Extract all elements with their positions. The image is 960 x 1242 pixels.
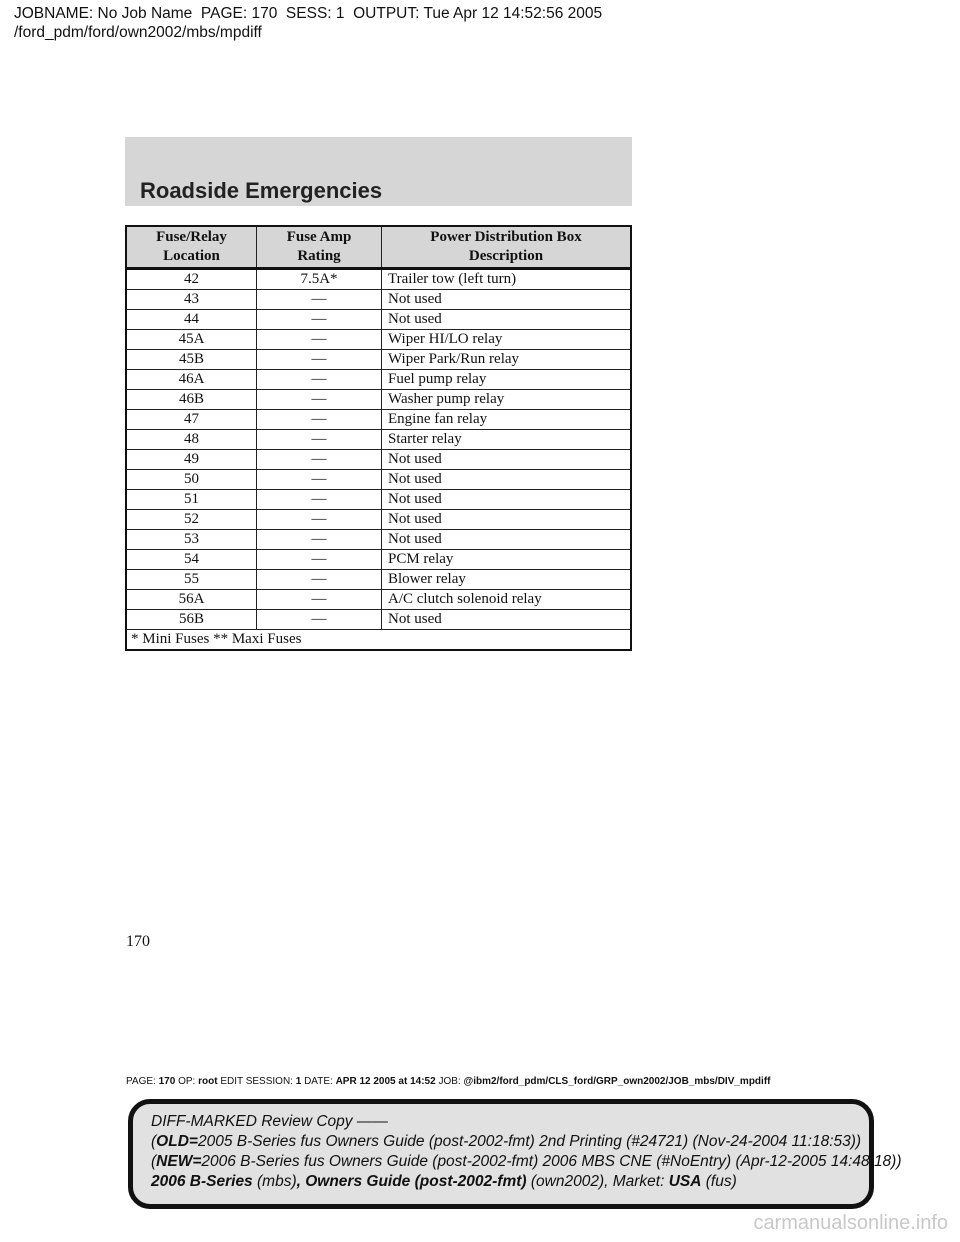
footer-meta: [126, 1076, 770, 1087]
fuse-table-body: [126, 269, 631, 630]
review-old-key: OLD=: [156, 1133, 198, 1150]
header-description: [382, 226, 632, 269]
table-row: [126, 390, 631, 410]
header-location: [126, 226, 257, 269]
fuse-location-cell: 52: [126, 510, 257, 530]
fuse-description-cell: Not used: [382, 610, 632, 630]
fuse-rating-cell: —: [257, 570, 382, 590]
fuse-rating-cell: 7.5A*: [257, 269, 382, 290]
path-line: /ford_pdm/ford/own2002/mbs/mpdiff: [14, 24, 262, 41]
fuse-description-cell: Blower relay: [382, 570, 632, 590]
table-row: [126, 610, 631, 630]
fuse-rating-cell: —: [257, 510, 382, 530]
footer-session-value: 1: [295, 1076, 302, 1087]
fuse-location-cell: 49: [126, 450, 257, 470]
review-market: USA: [668, 1173, 702, 1190]
fuse-rating-cell: —: [257, 430, 382, 450]
review-product: 2006 B-Series: [151, 1173, 253, 1190]
review-guide: , Owners Guide (post-2002-fmt): [296, 1173, 527, 1190]
fuse-rating-cell: —: [257, 410, 382, 430]
table-row: [126, 370, 631, 390]
fuse-rating-cell: —: [257, 490, 382, 510]
page-number: 170: [126, 933, 150, 950]
fuse-location-cell: 56B: [126, 610, 257, 630]
fuse-table-footnote: * Mini Fuses ** Maxi Fuses: [126, 630, 631, 651]
fuse-description-cell: Engine fan relay: [382, 410, 632, 430]
header-description-line2: Description: [468, 248, 544, 264]
fuse-description-cell: Wiper HI/LO relay: [382, 330, 632, 350]
fuse-description-cell: Trailer tow (left turn): [382, 269, 632, 290]
fuse-rating-cell: —: [257, 470, 382, 490]
review-line-4: [151, 1172, 902, 1192]
review-line-2: [151, 1132, 902, 1152]
table-row: [126, 570, 631, 590]
header-rating: [257, 226, 382, 269]
fuse-rating-cell: —: [257, 370, 382, 390]
table-row: [126, 310, 631, 330]
fuse-location-cell: 48: [126, 430, 257, 450]
fuse-description-cell: Not used: [382, 470, 632, 490]
fuse-description-cell: Not used: [382, 530, 632, 550]
review-guide-code: (own2002): [526, 1173, 605, 1190]
fuse-table-footnote-row: [126, 630, 631, 651]
fuse-description-cell: Washer pump relay: [382, 390, 632, 410]
fuse-location-cell: 53: [126, 530, 257, 550]
table-row: [126, 350, 631, 370]
footer-job-value: @ibm2/ford_pdm/CLS_ford/GRP_own2002/JOB_mbs/DIV_mpdiff: [463, 1076, 771, 1087]
footer-date-label: DATE:: [304, 1076, 333, 1087]
review-market-label: , Market:: [604, 1173, 669, 1190]
fuse-rating-cell: —: [257, 350, 382, 370]
review-line-3: [151, 1152, 902, 1172]
table-row: [126, 269, 631, 290]
site-watermark: carmanualsonline.info: [753, 1212, 948, 1234]
fuse-rating-cell: —: [257, 530, 382, 550]
diff-review-text: [151, 1112, 902, 1192]
fuse-rating-cell: —: [257, 390, 382, 410]
fuse-description-cell: Not used: [382, 510, 632, 530]
fuse-location-cell: 55: [126, 570, 257, 590]
fuse-location-cell: 45B: [126, 350, 257, 370]
footer-op-value: root: [198, 1076, 218, 1087]
fuse-description-cell: Not used: [382, 490, 632, 510]
fuse-location-cell: 44: [126, 310, 257, 330]
fuse-location-cell: 51: [126, 490, 257, 510]
fuse-rating-cell: —: [257, 290, 382, 310]
fuse-description-cell: Fuel pump relay: [382, 370, 632, 390]
header-location-line2: Location: [163, 248, 220, 264]
table-row: [126, 590, 631, 610]
fuse-rating-cell: —: [257, 330, 382, 350]
review-line-2-paren: (: [151, 1133, 157, 1150]
footer-op-label: OP:: [178, 1076, 196, 1087]
fuse-rating-cell: —: [257, 450, 382, 470]
fuse-location-cell: 46B: [126, 390, 257, 410]
fuse-description-cell: Not used: [382, 290, 632, 310]
fuse-location-cell: 47: [126, 410, 257, 430]
fuse-location-cell: 42: [126, 269, 257, 290]
print-job-header: [14, 4, 602, 42]
header-rating-line2: Rating: [297, 248, 341, 264]
section-title: Roadside Emergencies: [140, 178, 383, 203]
fuse-rating-cell: —: [257, 550, 382, 570]
review-line-3-paren: (: [151, 1153, 157, 1170]
table-row: [126, 470, 631, 490]
review-new-key: NEW=: [156, 1153, 202, 1170]
footer-date-value: APR 12 2005 at 14:52: [335, 1076, 436, 1087]
review-market-code: (fus): [701, 1173, 737, 1190]
fuse-location-cell: 45A: [126, 330, 257, 350]
review-line-1: DIFF-MARKED Review Copy ——: [151, 1113, 388, 1130]
fuse-description-cell: Not used: [382, 310, 632, 330]
fuse-rating-cell: —: [257, 590, 382, 610]
fuse-description-cell: Not used: [382, 450, 632, 470]
table-row: [126, 530, 631, 550]
job-line: JOBNAME: No Job Name PAGE: 170 SESS: 1 OUTPUT: Tue Apr 12 14:52:56 2005: [14, 5, 603, 22]
header-location-line1: Fuse/Relay: [156, 229, 227, 245]
review-old-text: 2005 B-Series fus Owners Guide (post-2002-fmt) 2nd Printing (#24721) (Nov-24-2004 11:18:53)): [197, 1133, 862, 1150]
review-product-code: (mbs): [252, 1173, 297, 1190]
footer-job-label: JOB:: [438, 1076, 461, 1087]
fuse-location-cell: 54: [126, 550, 257, 570]
table-row: [126, 410, 631, 430]
header-description-line1: Power Distribution Box: [430, 229, 582, 245]
footer-page-label: PAGE:: [126, 1076, 156, 1087]
fuse-rating-cell: —: [257, 310, 382, 330]
header-rating-line1: Fuse Amp: [286, 229, 352, 245]
table-row: [126, 490, 631, 510]
fuse-description-cell: PCM relay: [382, 550, 632, 570]
table-row: [126, 450, 631, 470]
table-row: [126, 290, 631, 310]
footer-page-value: 170: [158, 1076, 176, 1087]
fuse-table: [125, 225, 632, 651]
fuse-location-cell: 56A: [126, 590, 257, 610]
table-row: [126, 430, 631, 450]
footer-session-label: EDIT SESSION:: [220, 1076, 293, 1087]
table-row: [126, 510, 631, 530]
fuse-table-header-row: [126, 226, 631, 269]
fuse-location-cell: 46A: [126, 370, 257, 390]
fuse-description-cell: Wiper Park/Run relay: [382, 350, 632, 370]
table-row: [126, 550, 631, 570]
fuse-location-cell: 43: [126, 290, 257, 310]
fuse-description-cell: Starter relay: [382, 430, 632, 450]
fuse-rating-cell: —: [257, 610, 382, 630]
review-new-text: 2006 B-Series fus Owners Guide (post-2002-fmt) 2006 MBS CNE (#NoEntry) (Apr-12-2005 14:48:18)): [201, 1153, 902, 1170]
diff-review-box: [128, 1099, 902, 1209]
fuse-description-cell: A/C clutch solenoid relay: [382, 590, 632, 610]
table-row: [126, 330, 631, 350]
fuse-location-cell: 50: [126, 470, 257, 490]
